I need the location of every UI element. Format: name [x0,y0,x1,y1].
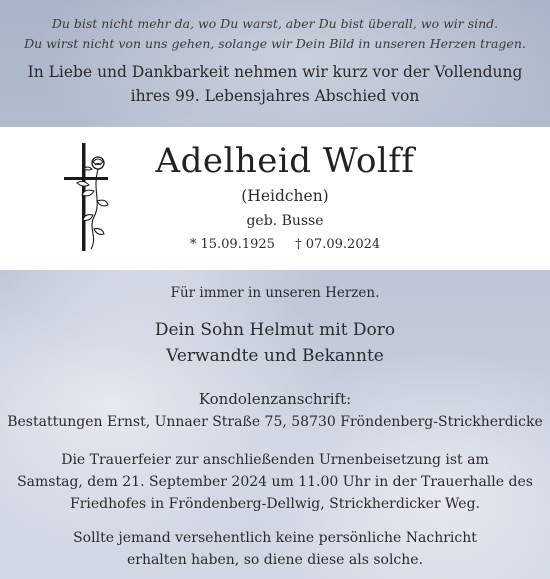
mourner-line-2: Verwandte und Bekannte [166,346,384,366]
motto: Für immer in unseren Herzen. [170,285,380,301]
life-dates [120,235,450,255]
mourner-line-1: Dein Sohn Helmut mit Doro [154,320,396,340]
intro-line-2: ihres 99. Lebensjahres Abschied von [130,87,420,105]
death-date: † 07.09.2024 [295,237,381,252]
intro-line-1: In Liebe und Dankbarkeit nehmen wir kurz vor der Vollendung [27,63,523,81]
birth-name: geb. Busse [246,213,324,229]
notice-line-2: erhalten haben, so diene diese als solche. [126,552,424,568]
condolence-block [0,387,550,433]
lower-section [0,283,550,571]
deceased-nickname: (Heidchen) [241,187,329,205]
notice-text [0,527,550,571]
ceremony-line-3: Friedhofes in Fröndenberg-Dellwig, Strickherdicker Weg. [70,496,480,512]
mourners-list [0,317,550,369]
deceased-details [120,141,450,255]
name-band [0,127,550,270]
quote-line-1: Du bist nicht mehr da, wo Du warst, aber Du bist überall, wo wir sind. [51,16,499,31]
birth-date: * 15.09.1925 [189,237,275,252]
memorial-quote [0,14,550,54]
ceremony-info [0,449,550,515]
ceremony-line-2: Samstag, dem 21. September 2024 um 11.00 Uhr in der Trauerhalle des [17,474,533,490]
intro-text [0,60,550,108]
ceremony-line-1: Die Trauerfeier zur anschließenden Urnenbeisetzung ist am [61,452,489,468]
condolence-label: Kondolenzanschrift: [198,390,352,408]
notice-line-1: Sollte jemand versehentlich keine persönliche Nachricht [73,530,477,546]
deceased-name: Adelheid Wolff [155,141,415,181]
header-section [0,0,550,108]
cross-with-rose-icon [58,141,114,253]
quote-line-2: Du wirst nicht von uns gehen, solange wir Dein Bild in unseren Herzen tragen. [24,36,526,51]
condolence-address: Bestattungen Ernst, Unnaer Straße 75, 58730 Fröndenberg-Strickherdicke [7,414,543,430]
